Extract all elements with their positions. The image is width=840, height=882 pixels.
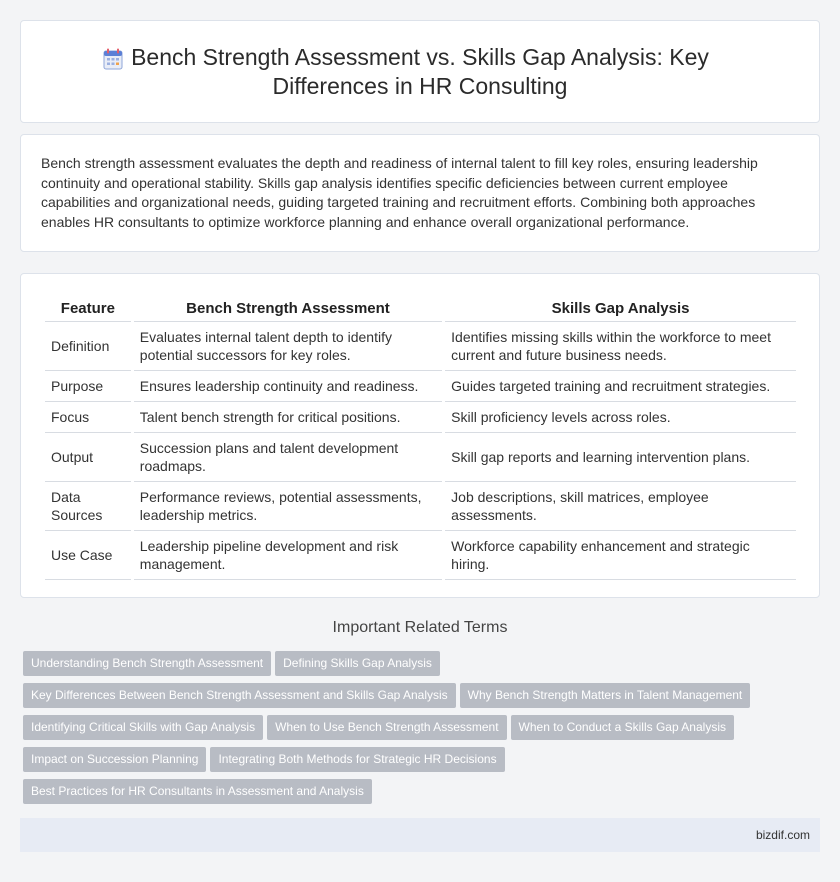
row-skills-value: Workforce capability enhancement and strategic hiring. (445, 531, 796, 580)
table-row (45, 322, 796, 371)
footer (20, 818, 820, 852)
related-term-tag[interactable]: Why Bench Strength Matters in Talent Management (460, 683, 751, 708)
table-row (45, 371, 796, 402)
table-row (45, 482, 796, 531)
related-term-tag[interactable]: When to Conduct a Skills Gap Analysis (511, 715, 734, 740)
calendar-icon (103, 48, 123, 70)
row-skills-value: Guides targeted training and recruitment strategies. (445, 371, 796, 402)
related-term-tag[interactable]: Impact on Succession Planning (23, 747, 206, 772)
tag-row (23, 651, 823, 683)
row-skills-value: Skill proficiency levels across roles. (445, 402, 796, 433)
related-term-tag[interactable]: Defining Skills Gap Analysis (275, 651, 440, 676)
title-wrap (21, 43, 819, 101)
comparison-table (42, 296, 799, 580)
tag-row (23, 683, 823, 715)
row-feature: Use Case (45, 531, 131, 580)
tag-row (23, 779, 823, 811)
row-feature: Purpose (45, 371, 131, 402)
tag-row (23, 715, 823, 747)
row-bench-value: Talent bench strength for critical positions. (134, 402, 442, 433)
related-terms-title: Important Related Terms (332, 619, 508, 636)
related-term-tag[interactable]: Integrating Both Methods for Strategic HR Decisions (210, 747, 504, 772)
table-row (45, 402, 796, 433)
row-feature: Output (45, 433, 131, 482)
row-skills-value: Job descriptions, skill matrices, employee assessments. (445, 482, 796, 531)
table-row (45, 433, 796, 482)
table-row (45, 531, 796, 580)
related-term-tag[interactable]: Identifying Critical Skills with Gap Analysis (23, 715, 263, 740)
row-bench-value: Succession plans and talent development roadmaps. (134, 433, 442, 482)
table-header-row (45, 296, 796, 322)
row-feature: Data Sources (45, 482, 131, 531)
row-bench-value: Ensures leadership continuity and readiness. (134, 371, 442, 402)
tag-row (23, 747, 823, 779)
related-term-tag[interactable]: Key Differences Between Bench Strength Assessment and Skills Gap Analysis (23, 683, 456, 708)
row-bench-value: Leadership pipeline development and risk management. (134, 531, 442, 580)
header-skills-gap: Skills Gap Analysis (445, 296, 796, 322)
intro-card (20, 134, 820, 252)
related-term-tag[interactable]: When to Use Bench Strength Assessment (267, 715, 506, 740)
comparison-table-card (20, 273, 820, 598)
related-term-tag[interactable]: Understanding Bench Strength Assessment (23, 651, 271, 676)
page-title: Bench Strength Assessment vs. Skills Gap Analysis: Key Differences in HR Consulting (131, 44, 709, 99)
row-skills-value: Identifies missing skills within the workforce to meet current and future business needs. (445, 322, 796, 371)
header-feature: Feature (45, 296, 131, 322)
row-skills-value: Skill gap reports and learning intervention plans. (445, 433, 796, 482)
row-bench-value: Performance reviews, potential assessments, leadership metrics. (134, 482, 442, 531)
row-feature: Definition (45, 322, 131, 371)
header-card (20, 20, 820, 123)
related-term-tag[interactable]: Best Practices for HR Consultants in Assessment and Analysis (23, 779, 372, 804)
intro-text: Bench strength assessment evaluates the depth and readiness of internal talent to fill key roles, ensuring leadership continuity and operational stability. Skills gap analysis identifies specific deficiencies between current employee capabilities and organizational needs, guiding targeted training and recruitment efforts. Combining both approaches enables HR consultants to optimize workforce planning and enhance overall organizational performance. (41, 155, 758, 230)
row-feature: Focus (45, 402, 131, 433)
footer-site-link[interactable]: bizdif.com (755, 828, 810, 842)
row-bench-value: Evaluates internal talent depth to identify potential successors for key roles. (134, 322, 442, 371)
header-bench-strength: Bench Strength Assessment (134, 296, 442, 322)
related-terms-list (23, 651, 823, 811)
